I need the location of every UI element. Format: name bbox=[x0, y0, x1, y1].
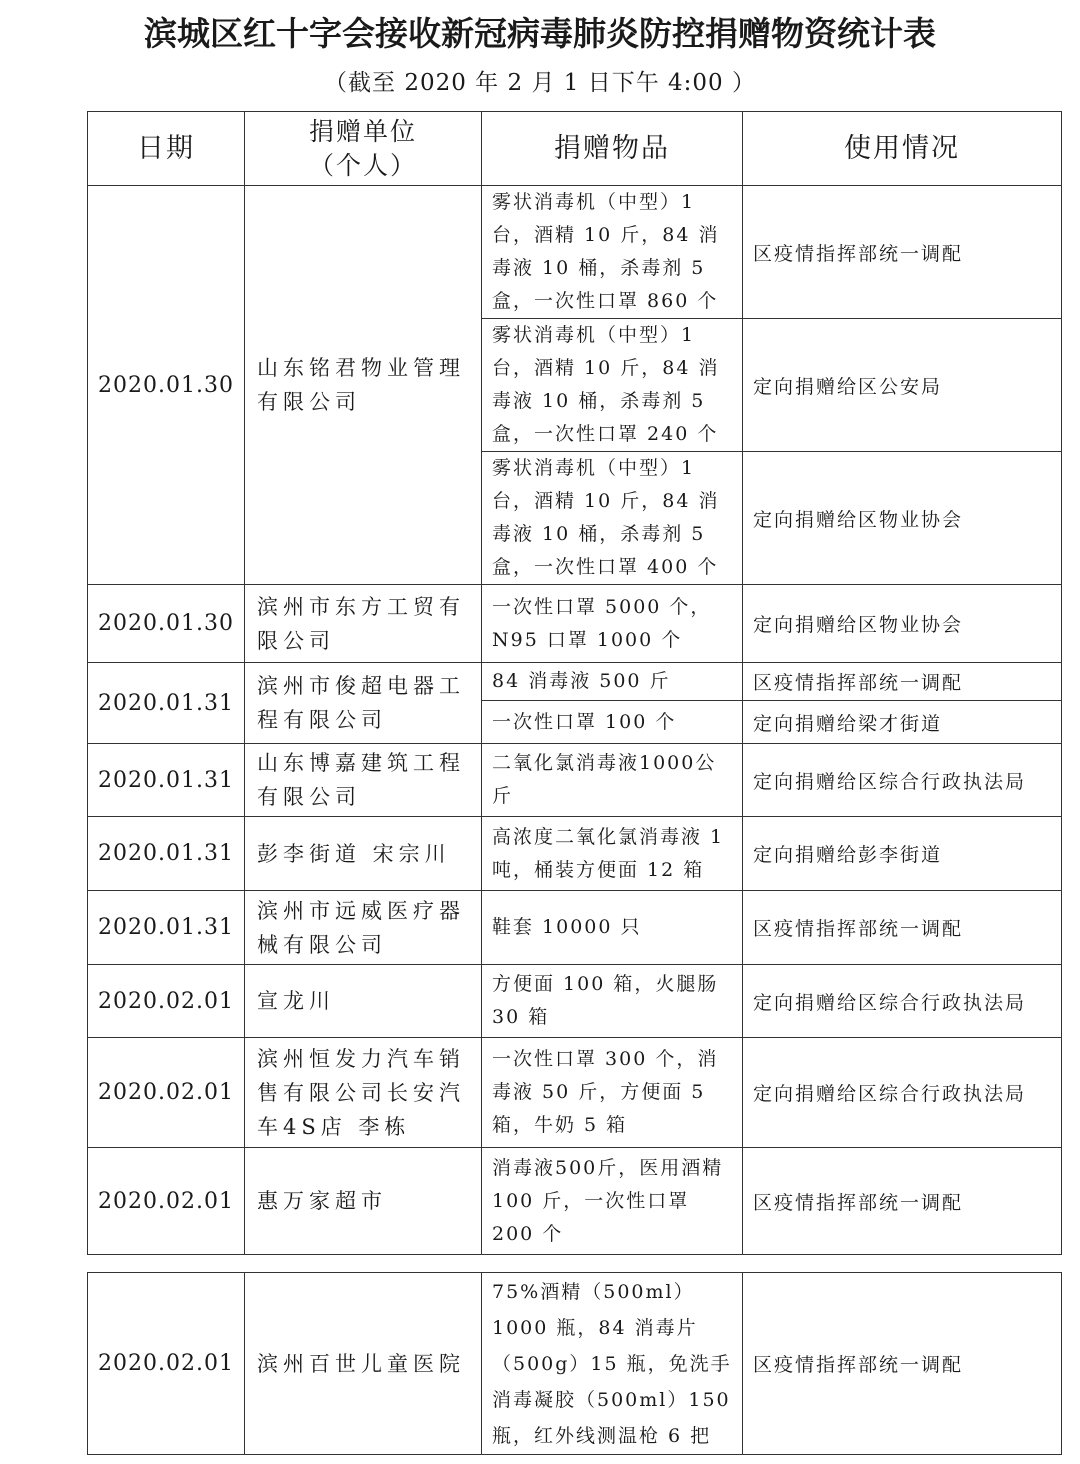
header-donor-line2: （个人） bbox=[308, 150, 417, 180]
row-donor: 滨州市俊超电器工程有限公司 bbox=[245, 663, 482, 744]
row-items: 方便面 100 箱，火腿肠 30 箱 bbox=[482, 965, 743, 1038]
row-items: 84 消毒液 500 斤 bbox=[482, 663, 743, 701]
table-header-row bbox=[88, 112, 1062, 186]
row-usage: 定向捐赠给区物业协会 bbox=[743, 452, 1062, 585]
row-items: 一次性口罩 300 个，消毒液 50 斤，方便面 5 箱，牛奶 5 箱 bbox=[482, 1038, 743, 1148]
row-donor: 惠万家超市 bbox=[245, 1148, 482, 1255]
row-items: 一次性口罩 5000 个，N95 口罩 1000 个 bbox=[482, 585, 743, 663]
row-donor: 山东铭君物业管理有限公司 bbox=[245, 186, 482, 585]
row-donor: 滨州市远威医疗器械有限公司 bbox=[245, 891, 482, 965]
header-date: 日期 bbox=[88, 112, 245, 186]
row-donor: 彭李街道 宋宗川 bbox=[245, 817, 482, 891]
row-donor: 滨州市东方工贸有限公司 bbox=[245, 585, 482, 663]
row-date: 2020.02.01 bbox=[88, 965, 245, 1038]
table-row bbox=[88, 1148, 1062, 1255]
row-items: 二氧化氯消毒液1000公斤 bbox=[482, 744, 743, 817]
row-items: 雾状消毒机（中型）1台，酒精 10 斤，84 消毒液 10 桶，杀毒剂 5 盒，一次性口罩 240 个 bbox=[482, 319, 743, 452]
row-usage: 定向捐赠给区综合行政执法局 bbox=[743, 744, 1062, 817]
row-date: 2020.01.30 bbox=[88, 186, 245, 585]
row-donor: 滨州百世儿童医院 bbox=[245, 1273, 482, 1455]
row-usage: 定向捐赠给区综合行政执法局 bbox=[743, 1038, 1062, 1148]
row-usage: 区疫情指挥部统一调配 bbox=[743, 663, 1062, 701]
row-date: 2020.02.01 bbox=[88, 1148, 245, 1255]
table-row bbox=[88, 817, 1062, 891]
row-usage: 区疫情指挥部统一调配 bbox=[743, 1148, 1062, 1255]
donation-table-continued bbox=[87, 1272, 1062, 1455]
table-row bbox=[88, 186, 1062, 319]
table-row bbox=[88, 585, 1062, 663]
row-date: 2020.01.31 bbox=[88, 663, 245, 744]
document-title: 滨城区红十字会接收新冠病毒肺炎防控捐赠物资统计表 bbox=[144, 14, 936, 53]
row-usage: 区疫情指挥部统一调配 bbox=[743, 1273, 1062, 1455]
table-row bbox=[88, 744, 1062, 817]
table-row bbox=[88, 1038, 1062, 1148]
table-row bbox=[88, 891, 1062, 965]
row-items: 鞋套 10000 只 bbox=[482, 891, 743, 965]
row-date: 2020.01.31 bbox=[88, 744, 245, 817]
document-subtitle: （截至 2020 年 2 月 1 日下午 4:00 ） bbox=[324, 70, 756, 96]
row-items: 消毒液500斤，医用酒精 100 斤，一次性口罩 200 个 bbox=[482, 1148, 743, 1255]
row-items: 雾状消毒机（中型）1台，酒精 10 斤，84 消毒液 10 桶，杀毒剂 5 盒，一次性口罩 400 个 bbox=[482, 452, 743, 585]
row-date: 2020.01.30 bbox=[88, 585, 245, 663]
row-usage: 定向捐赠给梁才街道 bbox=[743, 701, 1062, 744]
table-row bbox=[88, 965, 1062, 1038]
header-items: 捐赠物品 bbox=[482, 112, 743, 186]
header-donor-line1: 捐赠单位 bbox=[308, 116, 417, 146]
row-items: 高浓度二氧化氯消毒液 1 吨，桶装方便面 12 箱 bbox=[482, 817, 743, 891]
table-row bbox=[88, 1273, 1062, 1455]
row-usage: 区疫情指挥部统一调配 bbox=[743, 186, 1062, 319]
row-usage: 定向捐赠给彭李街道 bbox=[743, 817, 1062, 891]
row-date: 2020.02.01 bbox=[88, 1038, 245, 1148]
row-items: 一次性口罩 100 个 bbox=[482, 701, 743, 744]
row-usage: 定向捐赠给区物业协会 bbox=[743, 585, 1062, 663]
row-donor: 滨州恒发力汽车销售有限公司长安汽车4S店 李栋 bbox=[245, 1038, 482, 1148]
row-donor: 山东博嘉建筑工程有限公司 bbox=[245, 744, 482, 817]
header-usage: 使用情况 bbox=[743, 112, 1062, 186]
row-items: 雾状消毒机（中型）1台，酒精 10 斤，84 消毒液 10 桶，杀毒剂 5 盒，一次性口罩 860 个 bbox=[482, 186, 743, 319]
row-usage: 区疫情指挥部统一调配 bbox=[743, 891, 1062, 965]
donation-table bbox=[87, 111, 1062, 1255]
row-usage: 定向捐赠给区综合行政执法局 bbox=[743, 965, 1062, 1038]
header-donor bbox=[245, 112, 482, 186]
row-donor: 宣龙川 bbox=[245, 965, 482, 1038]
row-items: 75%酒精（500ml）1000 瓶，84 消毒片（500g）15 瓶，免洗手消毒凝胶（500ml）150 瓶，红外线测温枪 6 把 bbox=[482, 1273, 743, 1455]
row-usage: 定向捐赠给区公安局 bbox=[743, 319, 1062, 452]
row-date: 2020.02.01 bbox=[88, 1273, 245, 1455]
row-date: 2020.01.31 bbox=[88, 891, 245, 965]
row-date: 2020.01.31 bbox=[88, 817, 245, 891]
table-row bbox=[88, 663, 1062, 701]
